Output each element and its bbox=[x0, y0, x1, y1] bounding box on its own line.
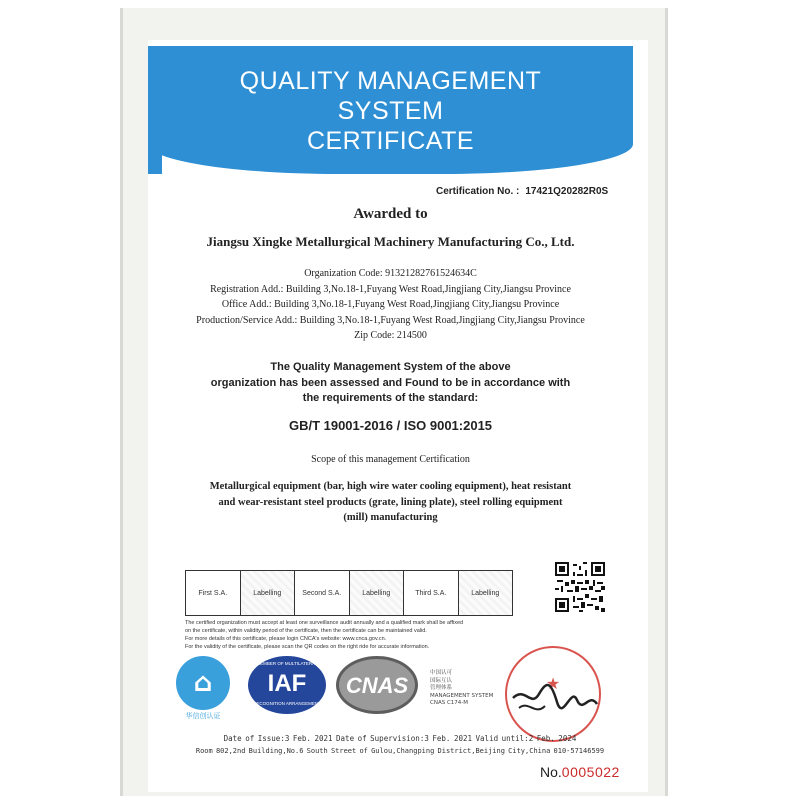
accreditation-line: MANAGEMENT SYSTEM bbox=[430, 692, 494, 699]
statement-line: the requirements of the standard: bbox=[302, 392, 479, 404]
signature-icon bbox=[505, 646, 601, 742]
official-seal-icon bbox=[505, 646, 601, 742]
zip-code-row bbox=[148, 328, 633, 344]
info-value: 214500 bbox=[396, 330, 427, 341]
production-address-row bbox=[148, 313, 633, 329]
info-label: Registration Add.: bbox=[210, 283, 284, 295]
labelling-cell: Labelling bbox=[350, 571, 405, 615]
note-line: For the validity of the certificate, please scan the QR codes on the right ride for accurate information. bbox=[185, 644, 430, 650]
standard-reference: GB/T 19001-2016 / ISO 9001:2015 bbox=[288, 418, 493, 433]
certification-value: 17421Q20282R0S bbox=[525, 186, 609, 197]
accreditation-line: 中国认可 bbox=[430, 670, 453, 676]
cnas-logo-icon bbox=[336, 656, 418, 714]
seal-star-icon: ★ bbox=[545, 674, 561, 693]
accreditation-line: CNAS C174-M bbox=[430, 700, 469, 706]
organization-code-row bbox=[148, 266, 633, 282]
note-line: The certified organization must accept at least one surveillance audit annually and a qualified mark shall be affixed bbox=[185, 620, 464, 626]
info-value: 91321282761524634C bbox=[385, 268, 477, 279]
frame-edge bbox=[665, 8, 668, 796]
accreditation-line: 国际互认 bbox=[430, 677, 453, 684]
info-label: Organization Code: bbox=[304, 268, 383, 279]
surveillance-audit-table bbox=[185, 570, 513, 616]
company-name: Jiangsu Xingke Metallurgical Machinery Manufacturing Co., Ltd. bbox=[206, 234, 575, 249]
iaf-top-text: MEMBER OF MULTILATERAL bbox=[256, 661, 318, 666]
info-value: Building 3,No.18-1,Fuyang West Road,Jingjiang City,Jiangsu Province bbox=[299, 314, 585, 326]
office-address-row bbox=[148, 297, 633, 313]
huaxin-certification-logo-icon: ⌂ bbox=[176, 656, 230, 710]
scope-line: and wear-resistant steel products (grate, lining plate), steel rolling equipment bbox=[218, 496, 563, 508]
validity-dates: Date of Issue:3 Feb. 2021 Date of Supervision:3 Feb. 2021 Valid until:2 Feb. 2024 bbox=[223, 734, 577, 743]
iaf-bottom-text: RECOGNITION ARRANGEMENT bbox=[253, 701, 321, 706]
title-line: QUALITY MANAGEMENT bbox=[239, 67, 542, 95]
certificate-notes bbox=[185, 619, 535, 651]
registration-address-row bbox=[148, 282, 633, 298]
certification-number bbox=[436, 186, 608, 197]
labelling-cell: Labelling bbox=[459, 571, 513, 615]
note-line: on the certificate, within validity period of the certificate, then the certificate can be maintained valid. bbox=[185, 628, 427, 634]
info-value: Building 3,No.18-1,Fuyang West Road,Jingjiang City,Jiangsu Province bbox=[285, 283, 571, 295]
note-line: For more details of this certificate, please login CNCA's website: www.cnca.gov.cn. bbox=[185, 636, 387, 642]
cnas-text: CNAS bbox=[345, 673, 409, 698]
iaf-text: IAF bbox=[267, 670, 307, 697]
scope-title: Scope of this management Certification bbox=[311, 454, 470, 465]
first-sa-cell: First S.A. bbox=[186, 571, 241, 615]
info-label: Production/Service Add.: bbox=[196, 314, 298, 326]
huaxin-caption: 华信创认证 bbox=[185, 712, 221, 720]
serial-number bbox=[540, 764, 620, 780]
frame-edge bbox=[120, 8, 123, 796]
serial-prefix: No. bbox=[540, 764, 562, 780]
scope-line: (mill) manufacturing bbox=[343, 512, 438, 523]
organization-info bbox=[148, 266, 633, 344]
title-line: SYSTEM bbox=[337, 97, 444, 125]
third-sa-cell: Third S.A. bbox=[404, 571, 459, 615]
awarded-to-heading: Awarded to bbox=[353, 206, 428, 222]
assessment-statement bbox=[148, 360, 633, 407]
statement-line: The Quality Management System of the above bbox=[270, 361, 511, 373]
issuer-address: Room 802,2nd Building,No.6 South Street of Gulou,Changping District,Beijing City,China 010-57146599 bbox=[195, 747, 605, 755]
qr-code-icon bbox=[555, 562, 605, 612]
info-label: Zip Code: bbox=[354, 330, 395, 341]
serial-value: 0005022 bbox=[561, 764, 620, 780]
title-line: CERTIFICATE bbox=[306, 127, 475, 155]
accreditation-line: 管理体系 bbox=[430, 685, 453, 691]
iaf-logo-icon bbox=[248, 656, 326, 714]
info-label: Office Add.: bbox=[221, 299, 272, 310]
certification-scope bbox=[148, 479, 633, 526]
certification-label: Certification No. : bbox=[436, 186, 520, 197]
statement-line: organization has been assessed and Found to be in accordance with bbox=[210, 376, 571, 389]
scope-line: Metallurgical equipment (bar, high wire water cooling equipment), heat resistant bbox=[209, 481, 572, 492]
labelling-cell: Labelling bbox=[241, 571, 296, 615]
second-sa-cell: Second S.A. bbox=[295, 571, 350, 615]
info-value: Building 3,No.18-1,Fuyang West Road,Jingjiang City,Jiangsu Province bbox=[274, 299, 560, 310]
certificate-title bbox=[148, 66, 633, 156]
